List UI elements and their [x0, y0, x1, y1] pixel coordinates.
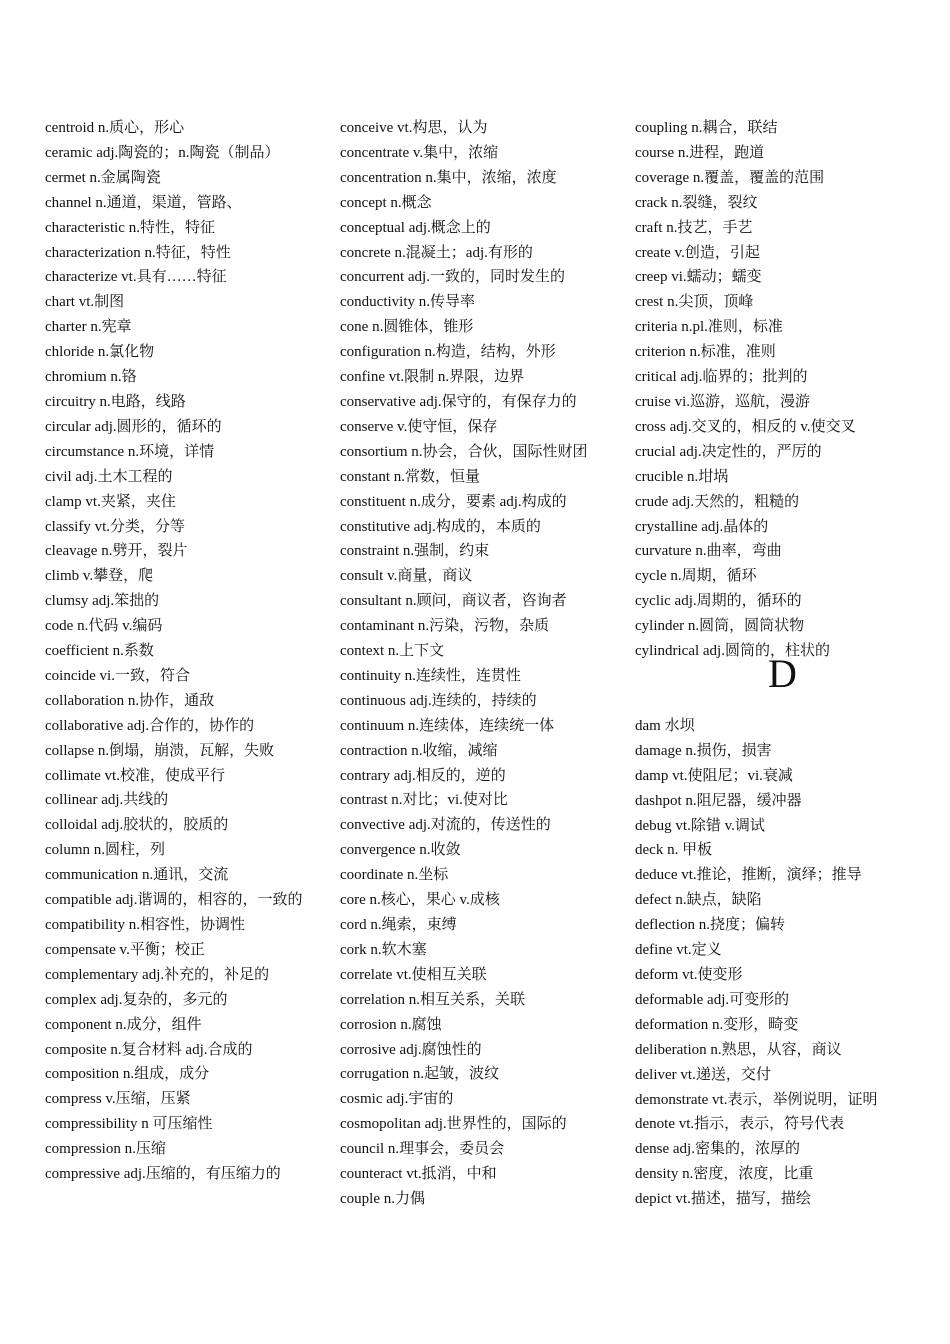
vocab-entry: collapse n.倒塌，崩溃，瓦解，失败 [45, 742, 275, 759]
vocab-entry: crucible n.坩埚 [635, 468, 729, 485]
vocab-entry: climb v.攀登，爬 [45, 568, 154, 585]
vocab-entry: deck n. 甲板 [635, 842, 713, 859]
vocab-entry: cruise vi.巡游，巡航，漫游 [635, 393, 810, 410]
vocab-entry: cyclic adj.周期的，循环的 [635, 593, 802, 610]
vocab-entry: configuration n.构造，结构，外形 [340, 344, 556, 361]
vocab-entry: cleavage n.劈开，裂片 [45, 543, 188, 560]
vocab-entry: compatible adj.谐调的，相容的，一致的 [45, 892, 303, 909]
vocab-entry: cermet n.金属陶瓷 [45, 169, 161, 186]
vocab-entry: cork n.软木塞 [340, 941, 427, 958]
vocab-entry: circumstance n.环境，详情 [45, 443, 215, 460]
vocab-entry: clumsy adj.笨拙的 [45, 593, 160, 610]
vocab-entry: counteract vt.抵消，中和 [340, 1166, 497, 1183]
column-2 [340, 116, 630, 1212]
vocab-entry: crack n.裂缝，裂纹 [635, 194, 758, 211]
vocab-entry: curvature n.曲率，弯曲 [635, 543, 782, 560]
vocab-entry: code n.代码 v.编码 [45, 618, 163, 635]
vocab-entry: compensate v.平衡；校正 [45, 941, 205, 958]
vocab-entry: column n.圆柱，列 [45, 842, 165, 859]
vocab-entry: consultant n.顾问，商议者，咨询者 [340, 593, 567, 610]
vocab-entry: collimate vt.校准，使成平行 [45, 767, 225, 784]
vocab-entry: couple n.力偶 [340, 1190, 425, 1207]
vocab-entry: council n.理事会，委员会 [340, 1141, 505, 1158]
vocab-entry: collaborative adj.合作的，协作的 [45, 717, 255, 734]
vocab-entry: context n.上下文 [340, 643, 445, 660]
vocab-entry: criteria n.pl.准则，标准 [635, 319, 783, 336]
vocab-entry: cone n.圆锥体，锥形 [340, 319, 474, 336]
vocab-entry: coincide vi.一致，符合 [45, 667, 190, 684]
vocab-entry: cylinder n.圆筒，圆筒状物 [635, 618, 805, 635]
vocab-entry: chromium n.铬 [45, 369, 137, 386]
vocab-entry: conceptual adj.概念上的 [340, 219, 491, 236]
vocab-entry: core n.核心，果心 v.成核 [340, 892, 500, 909]
vocab-entry: cosmic adj.宇宙的 [340, 1091, 454, 1108]
vocab-entry: creep vi.蠕动；蠕变 [635, 269, 762, 286]
vocab-entry: density n.密度，浓度，比重 [635, 1166, 814, 1183]
vocab-entry: critical adj.临界的；批判的 [635, 369, 808, 386]
vocab-entry: clamp vt.夹紧，夹住 [45, 493, 176, 510]
vocab-entry: channel n.通道，渠道，管路、 [45, 194, 242, 211]
vocab-entry: coverage n.覆盖，覆盖的范围 [635, 169, 825, 186]
vocab-entry: dense adj.密集的，浓厚的 [635, 1141, 800, 1158]
vocab-entry: compressive adj.压缩的，有压缩力的 [45, 1166, 281, 1183]
vocab-entry: continuum n.连续体，连续统一体 [340, 717, 555, 734]
vocab-entry: criterion n.标准，准则 [635, 344, 776, 361]
vocab-entry: complementary adj.补充的，补足的 [45, 966, 270, 983]
vocab-entry: crude adj.天然的，粗糙的 [635, 493, 800, 510]
vocab-entry: craft n.技艺，手艺 [635, 219, 753, 236]
section-letter-heading: D [768, 650, 797, 696]
vocab-entry: cylindrical adj.圆筒的，柱状的 [635, 643, 830, 660]
vocab-entry: contraction n.收缩，减缩 [340, 742, 498, 759]
vocab-entry: deduce vt.推论，推断，演绎；推导 [635, 867, 862, 884]
vocab-entry: deliver vt.递送，交付 [635, 1066, 771, 1083]
vocab-entry: colloidal adj.胶状的，胶质的 [45, 817, 229, 834]
vocab-entry: collaboration n.协作，通敌 [45, 692, 215, 709]
vocab-entry: damage n.损伤，损害 [635, 742, 772, 759]
vocab-entry: civil adj.土木工程的 [45, 468, 173, 485]
vocab-entry: deflection n.挠度；偏转 [635, 917, 785, 934]
vocab-entry: deform vt.使变形 [635, 967, 743, 983]
vocab-entry: cross adj.交叉的，相反的 v.使交叉 [635, 418, 856, 435]
vocab-entry: damp vt.使阻尼；vi.衰减 [635, 767, 793, 784]
column-3-c-entries [635, 116, 935, 664]
vocab-entry: constitutive adj.构成的，本质的 [340, 518, 541, 535]
vocab-entry: conserve v.使守恒，保存 [340, 418, 498, 435]
vocab-entry: contrast n.对比；vi.使对比 [340, 792, 508, 809]
vocab-entry: complex adj.复杂的，多元的 [45, 991, 228, 1008]
vocab-entry: compress v.压缩，压紧 [45, 1091, 191, 1108]
vocab-entry: create v.创造，引起 [635, 244, 760, 261]
vocab-entry: continuity n.连续性，连贯性 [340, 667, 521, 684]
vocab-entry: coordinate n.坐标 [340, 867, 449, 884]
vocab-entry: coefficient n.系数 [45, 643, 154, 660]
vocab-entry: concentration n.集中，浓缩，浓度 [340, 169, 557, 186]
vocab-entry: coupling n.耦合，联结 [635, 120, 778, 136]
vocab-entry: concept n.概念 [340, 194, 432, 211]
vocab-entry: centroid n.质心，形心 [45, 120, 185, 136]
vocab-entry: corrugation n.起皱，波纹 [340, 1066, 500, 1083]
vocab-entry: circular adj.圆形的，循环的 [45, 418, 222, 435]
vocab-entry: denote vt.指示，表示，符号代表 [635, 1116, 845, 1133]
vocab-entry: debug vt.除错 v.调试 [635, 817, 765, 834]
vocab-entry: convective adj.对流的，传送性的 [340, 817, 551, 834]
vocab-entry: composite n.复合材料 adj.合成的 [45, 1041, 253, 1058]
vocab-entry: convergence n.收敛 [340, 842, 461, 859]
vocab-entry: characterize vt.具有……特征 [45, 269, 227, 286]
vocab-entry: cord n.绳索，束缚 [340, 917, 457, 933]
vocab-entry: ceramic adj.陶瓷的；n.陶瓷（制品） [45, 144, 280, 161]
vocab-entry: corrosive adj.腐蚀性的 [340, 1041, 482, 1058]
vocab-entry: compressibility n 可压缩性 [45, 1116, 213, 1133]
vocab-entry: deliberation n.熟思，从容，商议 [635, 1041, 842, 1058]
vocab-entry: classify vt.分类，分等 [45, 518, 185, 535]
vocab-entry: constituent n.成分，要素 adj.构成的 [340, 493, 567, 510]
vocab-entry: circuitry n.电路，线路 [45, 393, 186, 410]
vocab-entry: dam 水坝 [635, 717, 695, 734]
vocab-entry: constant n.常数，恒量 [340, 468, 480, 485]
vocab-entry: correlate vt.使相互关联 [340, 966, 487, 983]
vocab-entry: define vt.定义 [635, 942, 722, 959]
vocab-entry: contrary adj.相反的，逆的 [340, 767, 506, 784]
vocab-entry: demonstrate vt.表示，举例说明，证明 [635, 1091, 878, 1108]
vocab-entry: dashpot n.阻尼器，缓冲器 [635, 792, 802, 809]
vocab-entry: defect n.缺点，缺陷 [635, 892, 762, 909]
vocab-entry: continuous adj.连续的，持续的 [340, 692, 537, 709]
vocab-entry: composition n.组成，成分 [45, 1066, 210, 1083]
vocab-entry: conductivity n.传导率 [340, 294, 475, 311]
vocab-entry: conceive vt.构思，认为 [340, 120, 488, 136]
vocab-entry: correlation n.相互关系，关联 [340, 991, 525, 1008]
vocab-entry: corrosion n.腐蚀 [340, 1016, 442, 1033]
vocab-entry: deformation n.变形，畸变 [635, 1016, 799, 1033]
vocab-entry: collinear adj.共线的 [45, 792, 169, 809]
vocab-entry: consortium n.协会，合伙，国际性财团 [340, 443, 588, 460]
vocab-entry: chart vt.制图 [45, 294, 125, 311]
vocab-entry: concentrate v.集中，浓缩 [340, 144, 499, 161]
vocab-entry: concrete n.混凝土；adj.有形的 [340, 244, 533, 261]
column-3-d-entries [635, 714, 935, 1212]
vocab-entry: crystalline adj.晶体的 [635, 518, 769, 535]
vocab-entry: communication n.通讯，交流 [45, 867, 229, 884]
vocab-entry: deformable adj.可变形的 [635, 991, 790, 1008]
vocab-entry: crest n.尖顶，顶峰 [635, 294, 754, 311]
vocab-entry: course n.进程，跑道 [635, 144, 765, 161]
vocab-entry: cosmopolitan adj.世界性的，国际的 [340, 1116, 567, 1133]
vocab-entry: compatibility n.相容性，协调性 [45, 917, 245, 933]
vocab-entry: conservative adj.保守的，有保存力的 [340, 393, 577, 410]
vocab-entry: compression n.压缩 [45, 1141, 166, 1158]
vocab-entry: contaminant n.污染，污物，杂质 [340, 618, 550, 635]
vocab-entry: depict vt.描述，描写，描绘 [635, 1191, 811, 1208]
vocab-entry: cycle n.周期，循环 [635, 568, 757, 585]
vocab-entry: charter n.宪章 [45, 319, 132, 336]
vocab-entry: concurrent adj.一致的，同时发生的 [340, 269, 565, 286]
vocab-entry: chloride n.氯化物 [45, 344, 155, 361]
column-3 [635, 116, 935, 1212]
vocab-entry: constraint n.强制，约束 [340, 543, 490, 560]
vocab-entry: consult v.商量，商议 [340, 568, 473, 585]
vocab-entry: crucial adj.决定性的，严厉的 [635, 443, 822, 460]
vocab-entry: component n.成分，组件 [45, 1016, 202, 1033]
column-1 [45, 116, 335, 1187]
vocab-entry: characteristic n.特性，特征 [45, 219, 215, 236]
vocab-entry: characterization n.特征，特性 [45, 244, 231, 261]
vocab-entry: confine vt.限制 n.界限，边界 [340, 369, 525, 386]
